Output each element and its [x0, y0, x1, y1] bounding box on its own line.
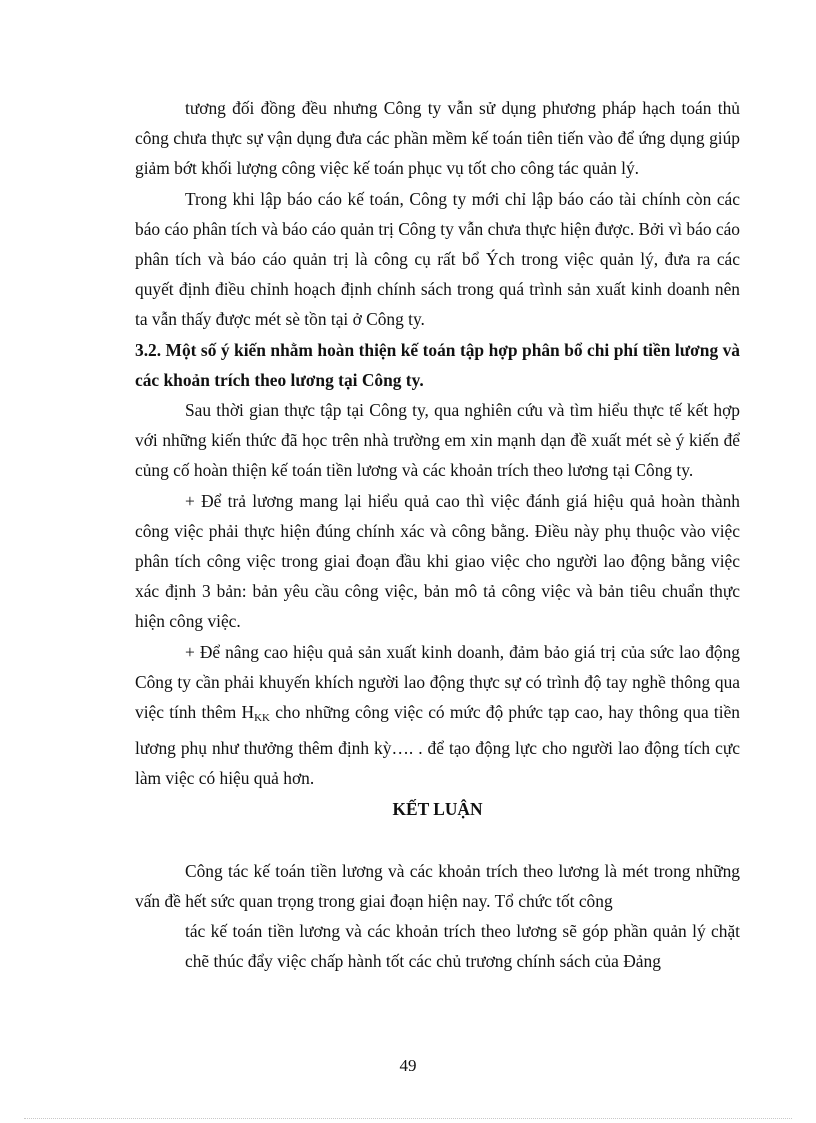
- conclusion-paragraph-2: tác kế toán tiền lương và các khoản trích theo lương sẽ góp phần quản lý chặt chẽ thúc đẩy việc chấp hành tốt các chủ trương chính sách của Đảng: [185, 921, 740, 972]
- page-bottom-border: [24, 1118, 792, 1119]
- paragraph-salary-evaluation: + Để trả lương mang lại hiểu quả cao thì việc đánh giá hiệu quả hoàn thành công việc phải thực hiện đúng chính xác và công bằng. Điều này phụ thuộc vào việc phân tích công việc trong giai đoạn đầu khi giao việc cho người lao động bằng việc xác định 3 bản: bản yêu cầu công việc, bản mô tả công việc và bản tiêu chuẩn thực hiện công việc.: [135, 490, 740, 632]
- section-heading-3-2: 3.2. Một số ý kiến nhằm hoàn thiện kế toán tập hợp phân bổ chi phí tiền lương và các khoản trích theo lương tại Công ty.: [135, 339, 740, 390]
- paragraph-productivity-part1: + Để nâng cao hiệu quả sản xuất kinh doanh, đảm bảo giá trị của sức lao động Công ty cần phải khuyến khích người lao động thực sự có trình độ tay nghề thông qua việc tính thêm: [135, 641, 740, 723]
- page-number: 49: [399, 1056, 417, 1075]
- variable-h: H: [241, 702, 255, 723]
- page-content: [135, 93, 740, 977]
- paragraph-productivity-part2: cho những công việc có mức độ phức tạp cao, hay thông qua tiền lương phụ như thưởng thêm định kỳ…. . để tạo động lực cho người lao động tích cực làm việc có hiệu quả hơn.: [135, 702, 740, 789]
- conclusion-paragraph-1: Công tác kế toán tiền lương và các khoản trích theo lương là mét trong những vấn đề hết sức quan trọng trong giai đoạn hiện nay. Tổ chức tốt công: [135, 860, 740, 912]
- paragraph-internship: Sau thời gian thực tập tại Công ty, qua nghiên cứu và tìm hiểu thực tế kết hợp với những kiến thức đã học trên nhà trường em xin mạnh dạn đề xuất mét sè ý kiến để củng cố hoàn thiện kế toán tiền lương và các khoản trích theo lương tại Công ty.: [135, 400, 740, 481]
- conclusion-title: KẾT LUẬN: [392, 798, 483, 819]
- paragraph-accounting-method: tương đối đồng đều nhưng Công ty vẫn sử dụng phương pháp hạch toán thủ công chưa thực sự vận dụng đưa các phần mềm kế toán tiên tiến vào để ứng dụng giúp giảm bớt khối lượng công việc kế toán phục vụ tốt cho công tác quản lý.: [135, 98, 740, 179]
- paragraph-reports: Trong khi lập báo cáo kế toán, Công ty mới chỉ lập báo cáo tài chính còn các báo cáo phân tích và báo cáo quản trị Công ty vẫn chưa thực hiện được. Bởi vì báo cáo phân tích và báo cáo quản trị là công cụ rất bổ Ých trong việc quản lý, đưa ra các quyết định điều chỉnh hoạch định chính sách trong quá trình sản xuất kinh doanh nên ta vẫn thấy được mét sè tồn tại ở Công ty.: [135, 188, 740, 330]
- variable-h-subscript: KK: [254, 712, 270, 725]
- paragraph-productivity: [135, 637, 740, 794]
